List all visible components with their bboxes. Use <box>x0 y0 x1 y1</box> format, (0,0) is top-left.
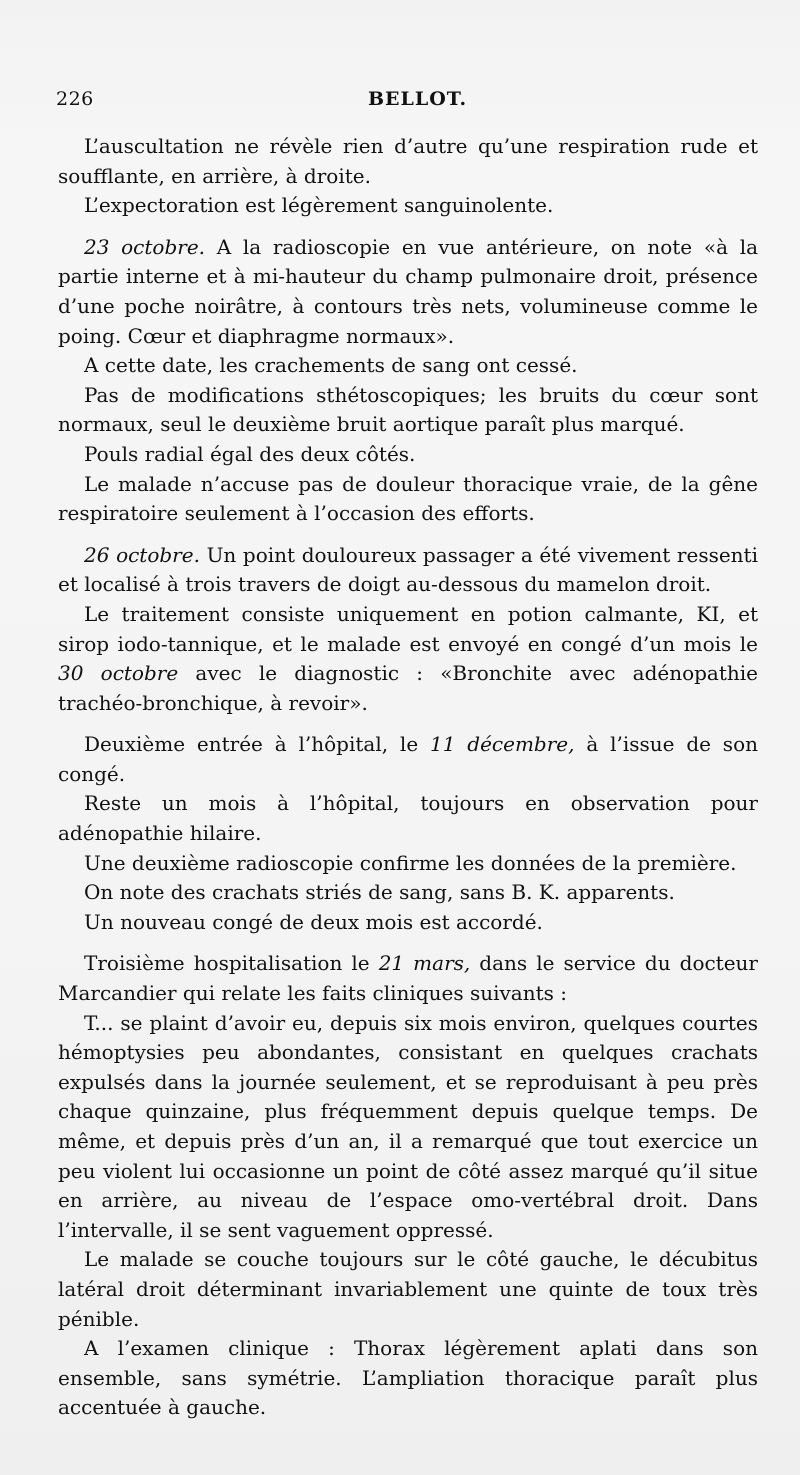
paragraph: Reste un mois à l’hôpital, toujours en observation pour adénopathie hilaire. <box>58 791 758 846</box>
paragraph: Pas de modifications sthétoscopiques; les bruits du cœur sont normaux, seul le deuxième bruit aortique paraît plus marqué. <box>58 382 758 437</box>
date-label: 11 décembre, <box>430 732 575 757</box>
page-header <box>56 88 756 116</box>
paragraph: Une deuxième radioscopie confirme les données de la première. <box>84 850 737 875</box>
date-label: 21 mars, <box>378 951 471 976</box>
page-number: 226 <box>56 88 94 110</box>
paragraph: Troisième hospitalisation le 21 mars, dans le service du docteur Marcandier qui relate les faits cliniques suivants : <box>58 951 758 1006</box>
paragraph: Le malade se couche toujours sur le côté gauche, le décubitus latéral droit déterminant invariablement une quinte de toux très pénible. <box>58 1247 758 1331</box>
paragraph: L’expectoration est légèrement sanguinolente. <box>84 193 554 218</box>
paragraph: Pouls radial égal des deux côtés. <box>84 441 416 466</box>
paragraph: A l’examen clinique : Thorax légèrement aplati dans son ensemble, sans symétrie. L’ampliation thoracique paraît plus accentuée à gauche. <box>58 1336 758 1420</box>
paragraph: A cette date, les crachements de sang ont cessé. <box>84 353 578 378</box>
date-label: 30 octobre <box>58 661 179 686</box>
paragraph: 26 octobre. Un point douloureux passager a été vivement ressenti et localisé à trois travers de doigt au-dessous du mamelon droit. <box>58 542 758 597</box>
date-label: 23 octobre. <box>84 234 206 259</box>
paragraph: Le malade n’accuse pas de douleur thoracique vraie, de la gêne respiratoire seulement à l’occasion des efforts. <box>58 471 758 526</box>
date-label: 26 octobre. <box>84 542 200 567</box>
running-head: BELLOT. <box>368 88 468 110</box>
paragraph: Deuxième entrée à l’hôpital, le 11 décembre, à l’issue de son congé. <box>58 732 758 786</box>
paragraph: Un nouveau congé de deux mois est accordé. <box>84 909 543 934</box>
paragraph: Le traitement consiste uniquement en potion calmante, KI, et sirop iodo-tannique, et le malade est envoyé en congé d’un mois le 30 octobre avec le diagnostic : «Bronchite avec adénopathie trachéo-bronchique, à revoir». <box>58 601 759 715</box>
paragraph: On note des crachats striés de sang, sans B. K. apparents. <box>84 880 675 905</box>
paragraph: T... se plaint d’avoir eu, depuis six mois environ, quelques courtes hémoptysies peu abondantes, consistant en quelques crachats expulsés dans la journée seulement, et se reproduisant à peu près chaque quinzaine, plus fréquemment depuis quelque temps. De même, et depuis près d’un an, il a remarqué que tout exercice un peu violent lui occasionne un point de côté assez marqué qu’il situe en arrière, au niveau de l’espace omo-vertébral droit. Dans l’intervalle, il se sent vaguement oppressé. <box>58 1010 758 1242</box>
body-text <box>58 132 758 1423</box>
paragraph: 23 octobre. A la radioscopie en vue antérieure, on note «à la partie interne et à mi-hauteur du champ pulmonaire droit, présence d’une poche noirâtre, à contours très nets, volumineuse comme le poing. Cœur et diaphragme normaux». <box>58 234 759 348</box>
paragraph: L’auscultation ne révèle rien d’autre qu’une respiration rude et soufflante, en arrière, à droite. <box>58 134 758 188</box>
